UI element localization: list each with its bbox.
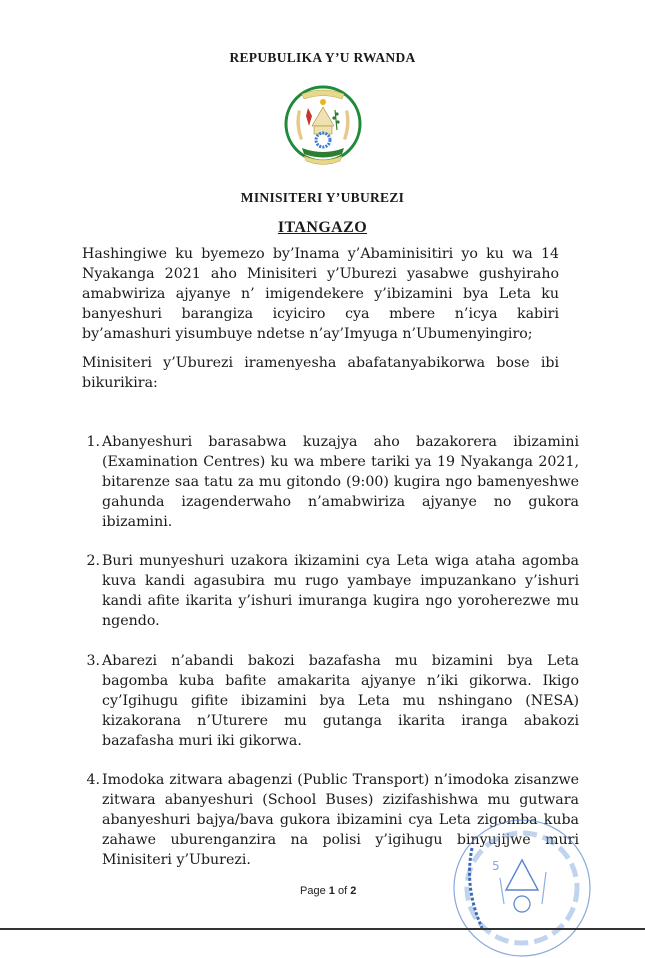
ministry-heading: MINISITERI Y’UBUREZI — [240, 190, 405, 205]
list-item-text: Imodoka zitwara abagenzi (Public Transport) n’imodoka zisanzwe zitwara abanyeshuri (School Buses) zizifashishwa mu gutwara abanyeshuri bajya/bava gukora ibizamini cya Leta zigomba kuba zahawe uburenganzira na polisi y’igihugu binyujijwe muri Minisiteri y’Uburezi. — [102, 772, 579, 868]
intro-paragraph: Hashingiwe ku byemezo by’Inama y’Abaminisitiri yo ku wa 14 Nyakanga 2021 aho Minisiteri y’Uburezi yasabwe gushyiraho amabwiriza ajyanye n’ imigendekere y’ibizamini bya Leta ku banyeshuri barangiza icyiciro cya mbere n’icya kabiri by’amashuri yisumbuye ndetse n’ay’Imyuga n’Ubumenyingiro; — [82, 246, 559, 342]
list-item-number: 4. — [86, 772, 100, 788]
page-label: Page — [300, 885, 326, 897]
list-item-number: 3. — [86, 653, 100, 669]
notice-title: ITANGAZO — [277, 219, 368, 236]
page-number — [300, 885, 356, 897]
list-item-number: 2. — [86, 553, 100, 569]
ministry-stamp-icon — [442, 808, 602, 958]
announcement-paragraph: Minisiteri y’Uburezi iramenyesha abafatanyabikorwa bose ibi bikurikira: — [82, 355, 559, 391]
list-item-text: Abanyeshuri barasabwa kuzajya aho bazakorera ibizamini (Examination Centres) ku wa mbere tariki ya 19 Nyakanga 2021, bitarenze saa tatu za mu gitondo (9:00) kugira ngo bamenyeshwe gahunda izagenderwaho n’amabwiriza ajyanye no gukora ibizamini. — [102, 434, 579, 530]
republic-heading: REPUBULIKA Y’U RWANDA — [229, 50, 416, 65]
rwanda-coat-of-arms-icon — [282, 82, 364, 168]
page-bottom-edge — [0, 928, 645, 930]
total-pages: 2 — [350, 885, 357, 897]
list-item-number: 1. — [86, 434, 100, 450]
list-item-text: Buri munyeshuri uzakora ikizamini cya Leta wiga ataha agomba kuva kandi agasubira mu rugo yambaye impuzankano y’ishuri kandi afite ikarita y’ishuri imuranga kugira ngo yoroherezwe mu ngendo. — [102, 553, 579, 629]
of-label: of — [337, 885, 348, 897]
svg-text:5: 5 — [492, 859, 500, 873]
list-item-text: Abarezi n’abandi bakozi bazafasha mu bizamini bya Leta bagomba kuba bafite amakarita ajyanye n’iki gikorwa. Ikigo cy’Igihugu gifite ibizamini bya Leta mu nshingano (NESA) kizakorana n’Uturere mu gutanga ikarita iranga abakozi bazafasha muri iki gikorwa. — [102, 653, 579, 749]
current-page: 1 — [328, 885, 335, 897]
